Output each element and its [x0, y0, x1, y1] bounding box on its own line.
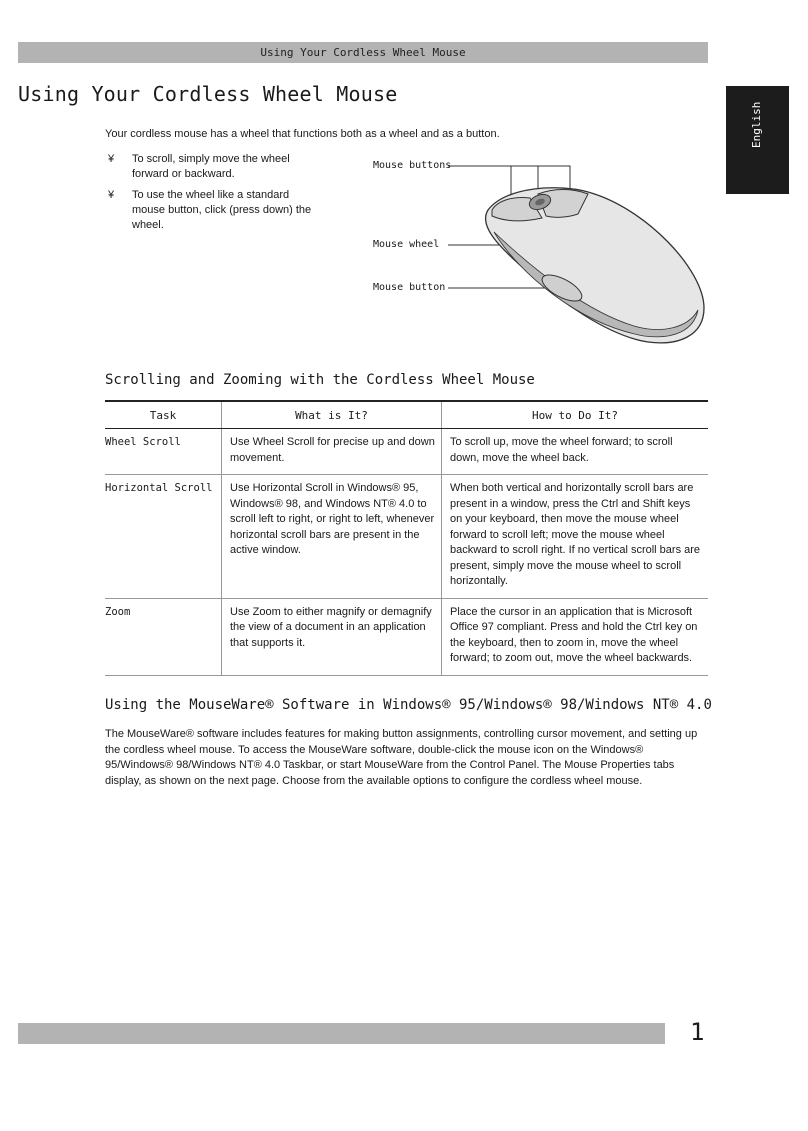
language-tab-label: English — [750, 101, 763, 148]
table-header-how: How to Do It? — [442, 401, 709, 429]
intro-text: Your cordless mouse has a wheel that functions both as a wheel and as a button. — [105, 128, 500, 140]
footer-bar — [18, 1023, 665, 1044]
bullet-list — [108, 152, 318, 239]
table-header-what: What is It? — [222, 401, 442, 429]
section-title-mouseware: Using the MouseWare® Software in Windows® 95/Windows® 98/Windows NT® 4.0 — [105, 697, 712, 713]
mouseware-paragraph: The MouseWare® software includes features for making button assignments, controlling cursor movement, and setting up the cordless wheel mouse. To access the MouseWare software, double-click the mouse icon on the Windows® 95/Windows® 98/Windows NT® 4.0 Taskbar, or start MouseWare from the Control Panel. The Mouse Properties tabs display, as shown on the next page. Choose from the available options to configure the cordless wheel mouse. — [105, 728, 698, 787]
table-cell-task: Zoom — [105, 598, 222, 675]
bullet-marker: ¥ — [108, 189, 115, 201]
table-cell-task: Wheel Scroll — [105, 429, 222, 475]
callout-mouse-button: Mouse button — [373, 282, 446, 293]
mouse-illustration — [448, 160, 710, 350]
table-cell-what: Use Wheel Scroll for precise up and down movement. — [222, 429, 442, 475]
table-cell-what: Use Horizontal Scroll in Windows® 95, Windows® 98, and Windows NT® 4.0 to scroll left to right, or right to left, whenever horizontal scroll bars are present in the active window. — [222, 475, 442, 599]
callout-mouse-wheel: Mouse wheel — [373, 239, 440, 250]
page-number: 1 — [690, 1018, 705, 1046]
page-title: Using Your Cordless Wheel Mouse — [18, 82, 398, 106]
table-cell-how: When both vertical and horizontally scroll bars are present in a window, press the Ctrl and Shift keys on your keyboard, then move the mouse wheel forward to scroll left; move the mouse wheel backward to scroll right. If no vertical scroll bars are present, simply move the mouse wheel to scroll horizontally. — [442, 475, 709, 599]
table-cell-what: Use Zoom to either magnify or demagnify the view of a document in an application that supports it. — [222, 598, 442, 675]
features-table — [105, 400, 708, 676]
table-row — [105, 475, 708, 599]
running-header-bar — [18, 42, 708, 63]
table-cell-task: Horizontal Scroll — [105, 475, 222, 599]
table-row — [105, 429, 708, 475]
table-header-task: Task — [105, 401, 222, 429]
leader-line-buttons — [448, 166, 570, 190]
table-row — [105, 598, 708, 675]
callout-mouse-buttons: Mouse buttons — [373, 160, 452, 171]
running-header-title: Using Your Cordless Wheel Mouse — [260, 46, 466, 59]
bullet-text: To use the wheel like a standard mouse button, click (press down) the wheel. — [132, 189, 312, 231]
list-item — [108, 188, 318, 233]
language-tab — [726, 86, 789, 194]
bullet-marker: ¥ — [108, 153, 115, 165]
table-cell-how: To scroll up, move the wheel forward; to scroll down, move the wheel back. — [442, 429, 709, 475]
section-title-scrolling: Scrolling and Zooming with the Cordless Wheel Mouse — [105, 372, 535, 388]
table-cell-how: Place the cursor in an application that is Microsoft Office 97 compliant. Press and hold the Ctrl key on the keyboard, then to zoom in, move the wheel forward; to zoom out, move the wheel backwards. — [442, 598, 709, 675]
list-item — [108, 152, 318, 182]
table-header-row — [105, 401, 708, 429]
bullet-text: To scroll, simply move the wheel forward or backward. — [132, 153, 290, 180]
